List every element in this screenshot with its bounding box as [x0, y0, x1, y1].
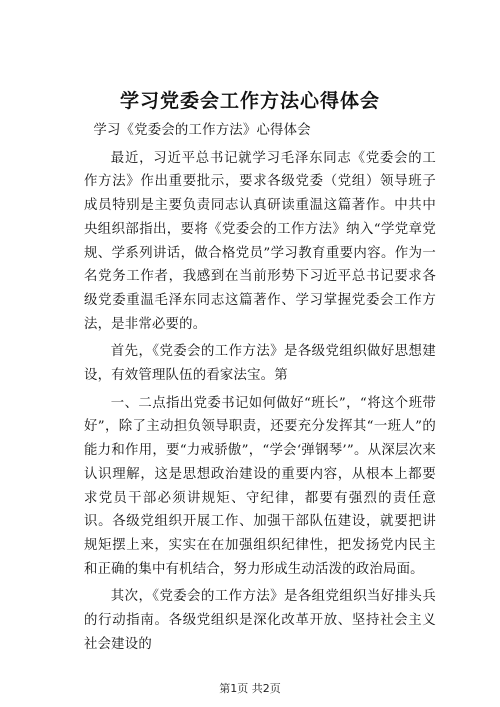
document-subtitle: 学习《党委会的工作方法》心得体会	[93, 123, 311, 138]
document-body	[84, 119, 436, 656]
page-number: 第1页 共2页	[219, 682, 281, 695]
paragraph-3: 一、二点指出党委书记如何做好“班长”，“将这个班带好”，除了主动担负领导职责，还要充分发挥其“一班人”的能力和作用，要“力戒骄傲”，“学会‘弹钢琴’”。从深层次来认识理解，这是思想政治建设的重要内容，从根本上都要求党员干部必须讲规矩、守纪律，都要有强烈的责任意识。各级党组织开展工作、加强干部队伍建设，就要把讲规矩摆上来，实实在在加强组织纪律性，把发扬党内民主和正确的集中有机结合，努力形成生动活泼的政治局面。	[84, 395, 436, 577]
paragraph-4: 其次，《党委会的工作方法》是各组党组织当好排头兵的行动指南。各级党组织是深化改革开放、坚持社会主义社会建设的	[84, 589, 436, 652]
paragraph-1: 最近，习近平总书记就学习毛泽东同志《党委会的工作方法》作出重要批示，要求各级党委（党组）领导班子成员特别是主要负责同志认真研读重温这篇著作。中共中央组织部指出，要将《党委会的工作方法》纳入“学党章党规、学系列讲话，做合格党员”学习教育重要内容。作为一名党务工作者，我感到在当前形势下习近平总书记要求各级党委重温毛泽东同志这篇著作、学习掌握党委会工作方法，是非常必要的。	[84, 150, 436, 332]
paragraph-2: 首先，《党委会的工作方法》是各级党组织做好思想建设，有效管理队伍的看家法宝。第	[84, 344, 436, 384]
document-title: 学习党委会工作方法心得体会	[119, 90, 380, 112]
